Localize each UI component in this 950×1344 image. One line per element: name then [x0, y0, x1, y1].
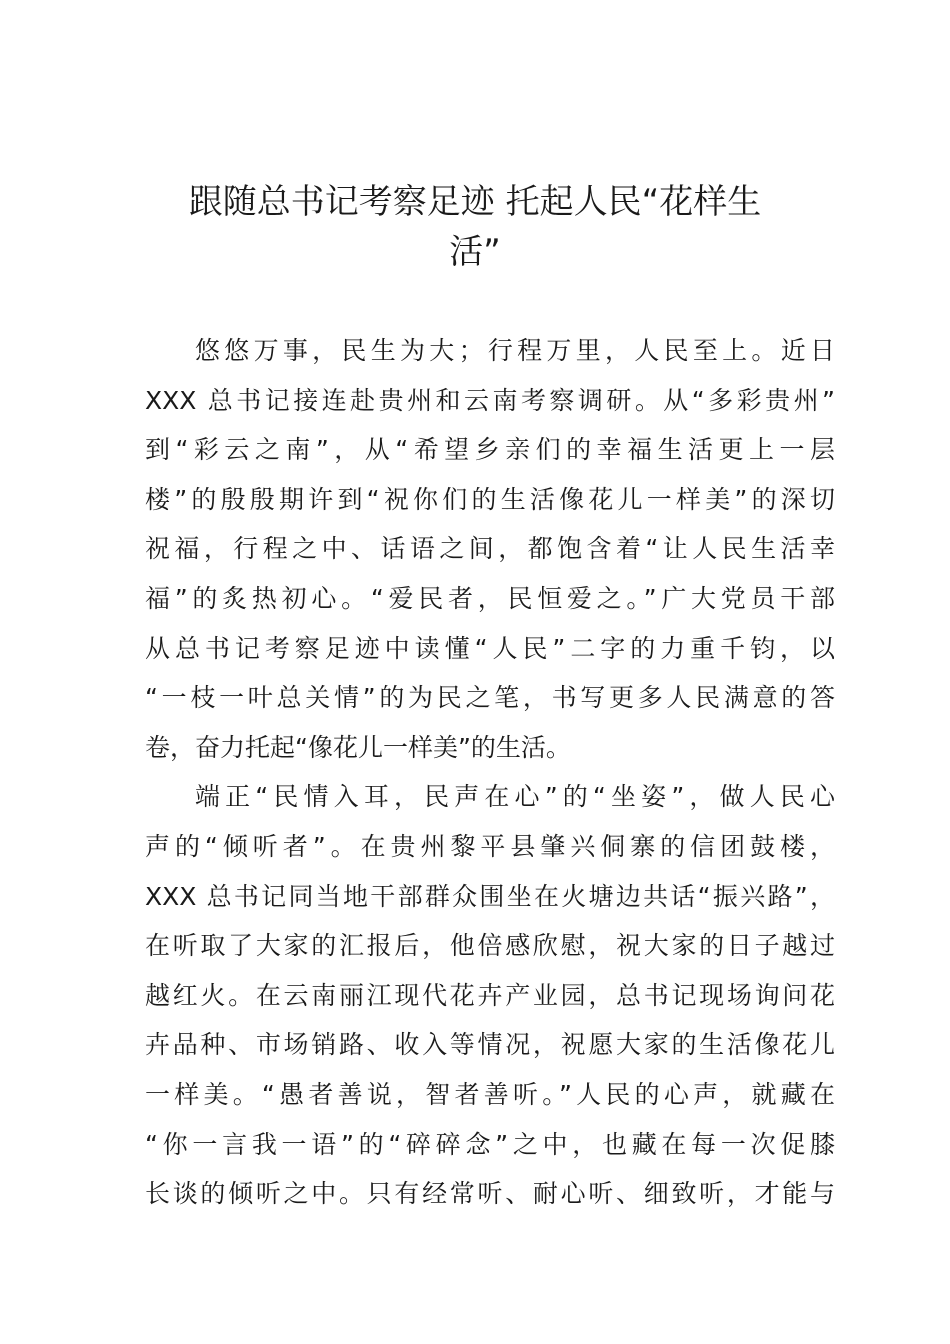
text-line: 福”的炙热初心。“爱民者，民恒爱之。”广大党员干部 [145, 583, 835, 613]
text-line: 一样美。“愚者善说，智者善听。”人民的心声，就藏在 [145, 1079, 835, 1109]
text-line: 卷，奋力托起“像花儿一样美”的生活。 [145, 732, 571, 762]
text-line: 声的“倾听者”。在贵州黎平县肇兴侗寨的信团鼓楼， [145, 831, 835, 861]
document-title [120, 177, 830, 277]
text-line: 长谈的倾听之中。只有经常听、耐心听、细致听，才能与 [145, 1179, 835, 1209]
text-line: “一枝一叶总关情”的为民之笔，书写更多人民满意的答 [145, 683, 835, 713]
text-line: 在听取了大家的汇报后，他倍感欣慰，祝大家的日子越过 [145, 931, 835, 961]
text-line: 到“彩云之南”，从“希望乡亲们的幸福生活更上一层 [145, 435, 835, 465]
text-line: 从总书记考察足迹中读懂“人民”二字的力重千钧，以 [145, 633, 835, 663]
text-line: 祝福，行程之中、话语之间，都饱含着“让人民生活幸 [145, 534, 835, 564]
text-line: 卉品种、市场销路、收入等情况，祝愿大家的生活像花儿 [145, 1030, 835, 1060]
paragraph [145, 772, 835, 1218]
paragraph [145, 326, 835, 772]
title-line: 活” [449, 232, 501, 272]
text-line: 楼”的殷殷期许到“祝你们的生活像花儿一样美”的深切 [145, 484, 835, 514]
title-line: 跟随总书记考察足迹 托起人民“花样生 [188, 182, 762, 222]
text-line: 越红火。在云南丽江现代花卉产业园，总书记现场询问花 [145, 980, 835, 1010]
text-line: XXX 总书记同当地干部群众围坐在火塘边共话“振兴路”， [145, 881, 835, 911]
text-line: XXX 总书记接连赴贵州和云南考察调研。从“多彩贵州” [145, 385, 835, 415]
text-line: 悠悠万事，民生为大；行程万里，人民至上。近日 [195, 336, 835, 365]
text-line: “你一言我一语”的“碎碎念”之中，也藏在每一次促膝 [145, 1129, 835, 1159]
document-body [145, 326, 835, 1219]
text-line: 端正“民情入耳，民声在心”的“坐姿”，做人民心 [195, 782, 835, 812]
